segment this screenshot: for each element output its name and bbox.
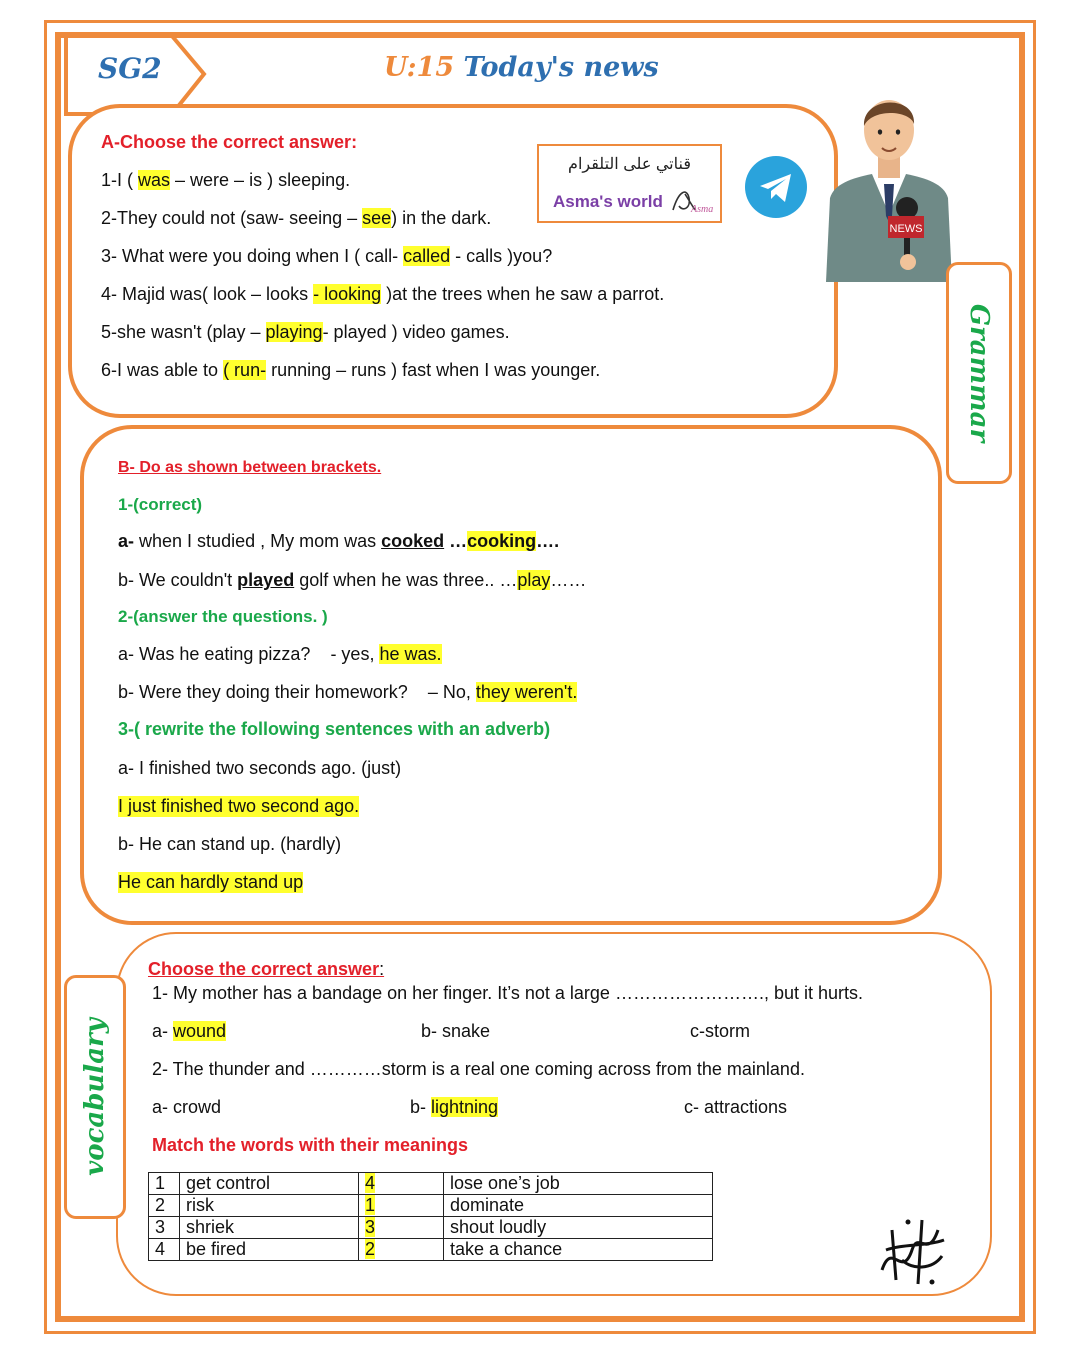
- question-a2: 2-They could not (saw- seeing – see) in the dark.: [101, 208, 492, 228]
- question-a4: 4- Majid was( look – looks - looking )at the trees when he saw a parrot.: [101, 284, 665, 304]
- section-a-heading: A-Choose the correct answer:: [101, 132, 358, 152]
- section-b-sub2: 2-(answer the questions. ): [118, 607, 328, 626]
- svg-text:NEWS: NEWS: [889, 223, 923, 235]
- vocab-question-2: 2- The thunder and …………storm is a real one coming across from the mainland.: [152, 1059, 805, 1079]
- section-b-s2a: a- Was he eating pizza? - yes, he was.: [118, 644, 442, 664]
- question-a3: 3- What were you doing when I ( call- called - calls )you?: [101, 246, 553, 266]
- svg-text:Asma: Asma: [691, 204, 714, 215]
- section-c-heading: Choose the correct answer:: [148, 959, 385, 979]
- question-a5: 5-she wasn't (play – playing- played ) video games.: [101, 322, 510, 342]
- table-row: 1 get control 4 lose one’s job: [149, 1173, 713, 1195]
- section-b-s3a: a- I finished two seconds ago. (just): [118, 758, 402, 778]
- table-row: 3 shriek 3 shout loudly: [149, 1217, 713, 1239]
- vocab-q2-option-a: a- crowd: [152, 1097, 222, 1117]
- section-b-sub3: 3-( rewrite the following sentences with an adverb): [118, 719, 551, 739]
- channel-arabic-label: قناتي على التلقرام: [568, 156, 691, 173]
- section-b-s3b-answer: He can hardly stand up: [118, 872, 304, 892]
- section-b-heading: B- Do as shown between brackets.: [118, 459, 382, 476]
- match-table: [148, 1172, 713, 1261]
- channel-name: Asma's world: [553, 192, 663, 211]
- section-b-sub1: 1-(correct): [118, 495, 203, 514]
- news-reporter-illustration: [822, 86, 956, 282]
- vocabulary-side-label: vocabulary: [64, 975, 126, 1219]
- worksheet-code: SG2: [98, 52, 162, 85]
- asma-logo: [669, 184, 717, 216]
- grammar-side-label: Grammar: [946, 262, 1012, 484]
- section-b-s2b: b- Were they doing their homework? – No, they weren't.: [118, 682, 578, 702]
- unit-title: Today's news: [463, 52, 659, 83]
- vocab-q2-option-c: c- attractions: [684, 1097, 788, 1117]
- telegram-icon[interactable]: [745, 156, 807, 218]
- unit-number: U:15: [384, 52, 455, 83]
- table-row: 4 be fired 2 take a chance: [149, 1239, 713, 1261]
- section-b-s1a: a- when I studied , My mom was cooked …cooking….: [118, 531, 560, 551]
- question-a6: 6-I was able to ( run- running – runs ) fast when I was younger.: [101, 360, 601, 380]
- section-b-s3b: b- He can stand up. (hardly): [118, 834, 342, 854]
- section-b-s3a-answer: I just finished two second ago.: [118, 796, 360, 816]
- vocab-q1-option-b: b- snake: [421, 1021, 491, 1041]
- match-heading: Match the words with their meanings: [152, 1135, 469, 1155]
- calligraphy-signature: [872, 1200, 952, 1290]
- table-row: 2 risk 1 dominate: [149, 1195, 713, 1217]
- vocab-question-1: 1- My mother has a bandage on her finger. It’s not a large ……………………., but it hurts.: [152, 983, 863, 1003]
- page-title: [384, 52, 659, 83]
- channel-badge: [537, 144, 722, 223]
- question-a1: 1-I ( was – were – is ) sleeping.: [101, 170, 351, 190]
- section-b-s1b: b- We couldn't played golf when he was three.. …play……: [118, 570, 587, 590]
- vocab-q1-option-a: a- wound: [152, 1021, 227, 1041]
- vocab-q2-option-b: b- lightning: [410, 1097, 499, 1117]
- vocab-q1-option-c: c-storm: [690, 1021, 750, 1041]
